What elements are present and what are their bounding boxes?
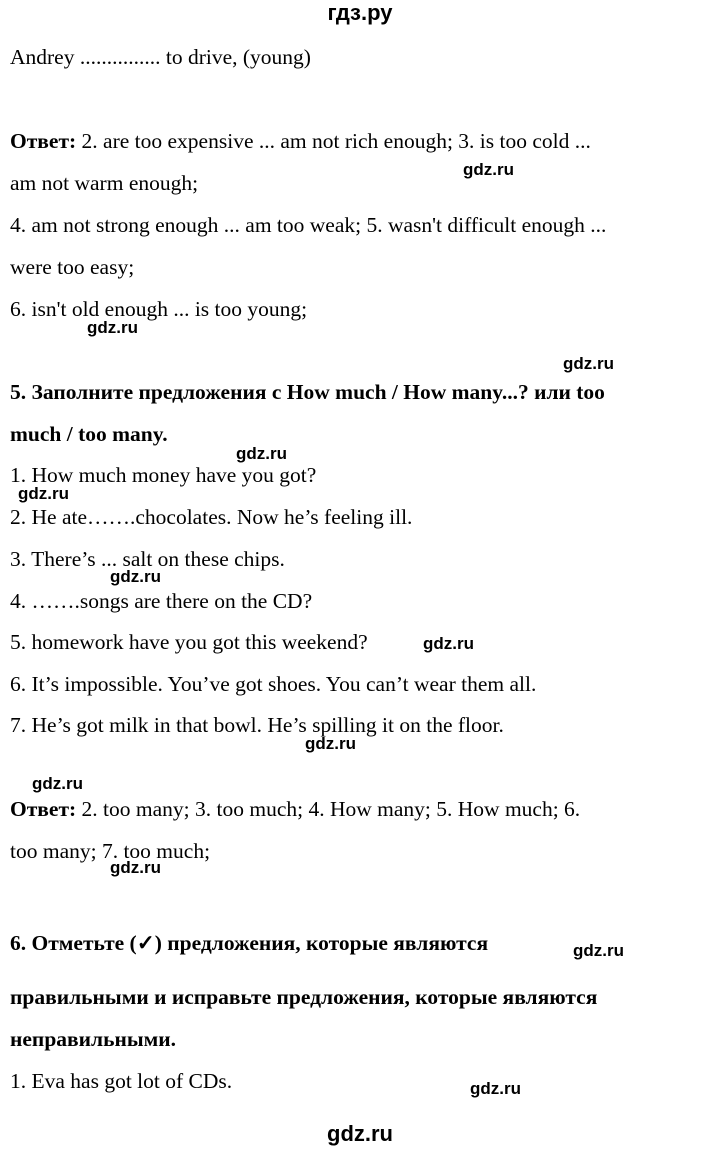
watermark: gdz.ru xyxy=(470,1079,521,1098)
text-line: too many; 7. too much; xyxy=(10,839,211,863)
answer-text: 2. are too expensive ... am not rich enough; 3. is too cold ... xyxy=(76,129,591,153)
text-line: 6. It’s impossible. You’ve got shoes. You can’t wear them all. xyxy=(10,672,537,696)
watermark: gdz.ru xyxy=(423,634,474,653)
text-line: 1. How much money have you got? xyxy=(10,463,317,487)
answer-label: Ответ: xyxy=(10,797,77,821)
answer-line xyxy=(10,796,580,822)
text-line: am not warm enough; xyxy=(10,171,199,195)
exercise-heading: 6. Отметьте (✓) предложения, которые являются xyxy=(10,931,489,955)
text-line: 5. homework have you got this weekend? xyxy=(10,630,368,654)
watermark: gdz.ru xyxy=(87,318,138,337)
text-line: 2. He ate…….chocolates. Now he’s feeling ill. xyxy=(10,505,413,529)
watermark: gdz.ru xyxy=(110,567,161,586)
text-line: Andrey ............... to drive, (young) xyxy=(10,45,311,69)
exercise-heading: неправильными. xyxy=(10,1027,177,1051)
header-watermark: гдз.ру xyxy=(327,0,393,25)
footer-watermark: gdz.ru xyxy=(327,1121,393,1146)
text-line: 3. There’s ... salt on these chips. xyxy=(10,547,285,571)
exercise-heading: 5. Заполните предложения с How much / How many...? или too xyxy=(10,380,605,404)
watermark: gdz.ru xyxy=(110,858,161,877)
answer-text: 2. too many; 3. too much; 4. How many; 5. How much; 6. xyxy=(76,797,581,821)
answer-label: Ответ: xyxy=(10,129,77,153)
watermark: gdz.ru xyxy=(18,484,69,503)
watermark: gdz.ru xyxy=(573,941,624,960)
text-line: were too easy; xyxy=(10,255,135,279)
watermark: gdz.ru xyxy=(236,444,287,463)
watermark: gdz.ru xyxy=(32,774,83,793)
text-line: 1. Eva has got lot of CDs. xyxy=(10,1069,233,1093)
text-line: 6. isn't old enough ... is too young; xyxy=(10,297,308,321)
answer-line xyxy=(10,128,591,154)
text-line: 4. am not strong enough ... am too weak; 5. wasn't difficult enough ... xyxy=(10,213,607,237)
text-line: 7. He’s got milk in that bowl. He’s spilling it on the floor. xyxy=(10,713,504,737)
exercise-heading: правильными и исправьте предложения, которые являются xyxy=(10,985,598,1009)
exercise-heading: much / too many. xyxy=(10,422,168,446)
watermark: gdz.ru xyxy=(563,354,614,373)
watermark: gdz.ru xyxy=(305,734,356,753)
text-line: 4. …….songs are there on the CD? xyxy=(10,589,313,613)
watermark: gdz.ru xyxy=(463,160,514,179)
